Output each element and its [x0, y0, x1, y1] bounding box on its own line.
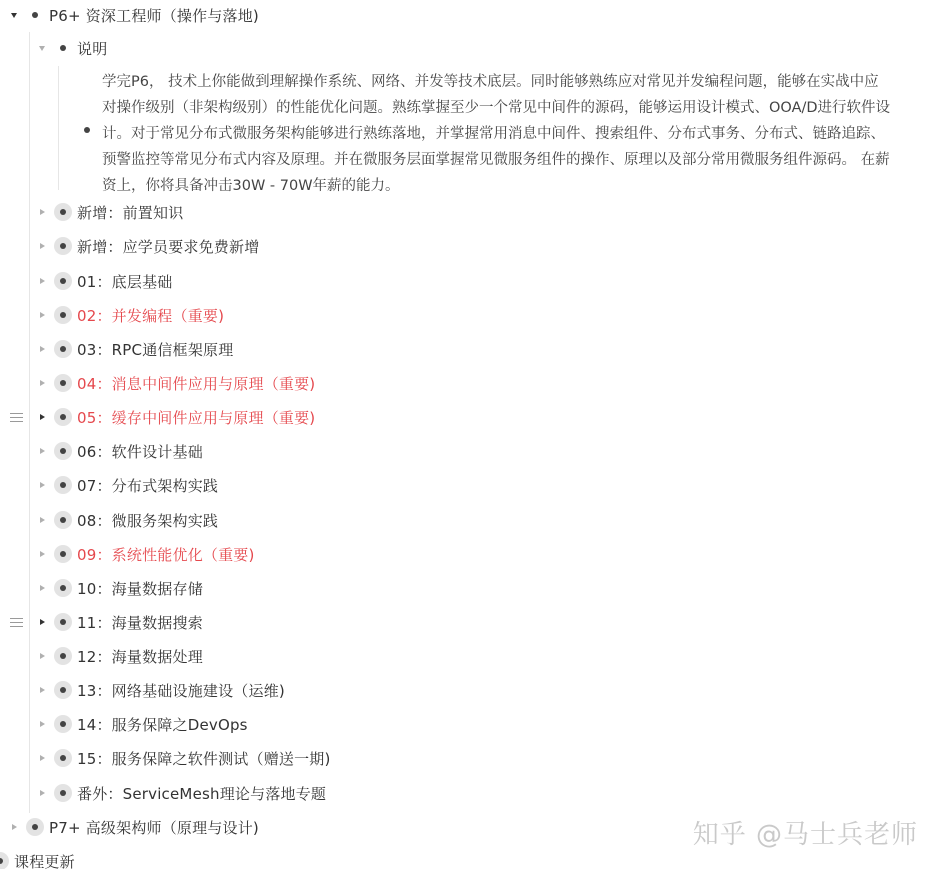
tree-node-14[interactable]	[36, 712, 248, 736]
node-label: 08：微服务架构实践	[77, 511, 219, 530]
tree-guide-root	[29, 32, 30, 813]
bullet-icon[interactable]	[0, 852, 9, 869]
bullet-icon[interactable]	[54, 374, 72, 392]
tree-node-13[interactable]	[36, 678, 285, 702]
tree-node-10[interactable]	[36, 576, 203, 600]
chevron-down-icon[interactable]	[8, 13, 20, 18]
tree-node-12[interactable]	[36, 644, 203, 668]
node-label: 03：RPC通信框架原理	[77, 340, 234, 359]
bullet-icon[interactable]	[54, 613, 72, 631]
bullet-icon[interactable]	[54, 408, 72, 426]
chevron-right-icon[interactable]	[36, 414, 48, 420]
bullet-icon[interactable]	[54, 476, 72, 494]
bullet-icon[interactable]	[54, 647, 72, 665]
node-label: 12：海量数据处理	[77, 647, 203, 666]
chevron-down-icon[interactable]	[36, 46, 48, 51]
node-label: 10：海量数据存储	[77, 579, 203, 598]
node-label: 14：服务保障之DevOps	[77, 715, 248, 734]
bullet-icon[interactable]	[54, 579, 72, 597]
bullet-icon[interactable]	[54, 681, 72, 699]
node-label: P7+ 高级架构师（原理与设计)	[49, 818, 259, 837]
node-label: 新增：前置知识	[77, 203, 184, 222]
node-label: 02：并发编程（重要)	[77, 306, 225, 325]
node-label: 15：服务保障之软件测试（赠送一期)	[77, 749, 331, 768]
chevron-right-icon[interactable]	[36, 243, 48, 249]
chevron-right-icon[interactable]	[36, 346, 48, 352]
bullet-icon[interactable]	[54, 545, 72, 563]
bullet-icon[interactable]	[54, 784, 72, 802]
tree-node-explain[interactable]	[36, 36, 107, 60]
node-label: 课程更新	[14, 852, 75, 869]
tree-node-p6[interactable]	[8, 3, 259, 27]
node-label: 07：分布式架构实践	[77, 476, 219, 495]
tree-node-06[interactable]	[36, 439, 203, 463]
chevron-right-icon[interactable]	[36, 755, 48, 761]
drag-handle-icon[interactable]	[10, 618, 23, 627]
watermark-text: 知乎 @马士兵老师	[692, 820, 918, 850]
tree-node-07[interactable]	[36, 473, 218, 497]
tree-node-free-added[interactable]	[36, 234, 259, 258]
chevron-right-icon[interactable]	[36, 721, 48, 727]
node-label: 新增：应学员要求免费新增	[77, 237, 260, 256]
node-label: 11：海量数据搜索	[77, 613, 203, 632]
chevron-right-icon[interactable]	[36, 517, 48, 523]
bullet-icon[interactable]	[54, 39, 72, 57]
chevron-right-icon[interactable]	[36, 653, 48, 659]
chevron-right-icon[interactable]	[36, 448, 48, 454]
bullet-icon[interactable]	[54, 715, 72, 733]
chevron-right-icon[interactable]	[36, 687, 48, 693]
chevron-right-icon[interactable]	[36, 380, 48, 386]
chevron-right-icon[interactable]	[36, 790, 48, 796]
bullet-icon[interactable]	[54, 749, 72, 767]
tree-node-course-update[interactable]	[0, 849, 75, 869]
node-label: 说明	[77, 39, 108, 58]
tree-node-11[interactable]	[36, 610, 203, 634]
bullet-icon[interactable]	[54, 237, 72, 255]
bullet-icon[interactable]	[26, 6, 44, 24]
tree-guide-explain	[58, 66, 59, 190]
tree-node-15[interactable]	[36, 746, 331, 770]
bullet-icon[interactable]	[54, 511, 72, 529]
bullet-icon[interactable]	[54, 272, 72, 290]
drag-handle-icon[interactable]	[10, 413, 23, 422]
bullet-icon[interactable]	[54, 442, 72, 460]
tree-node-03[interactable]	[36, 337, 233, 361]
tree-node-prereq[interactable]	[36, 200, 183, 224]
node-label: 09：系统性能优化（重要)	[77, 545, 255, 564]
bullet-icon[interactable]	[54, 306, 72, 324]
node-label: P6+ 资深工程师（操作与落地)	[49, 6, 259, 25]
tree-node-05[interactable]	[36, 405, 315, 429]
chevron-right-icon[interactable]	[8, 824, 20, 830]
tree-node-09[interactable]	[36, 542, 255, 566]
chevron-right-icon[interactable]	[36, 209, 48, 215]
chevron-right-icon[interactable]	[36, 619, 48, 625]
node-label: 06：软件设计基础	[77, 442, 203, 461]
node-label: 番外：ServiceMesh理论与落地专题	[77, 784, 327, 803]
bullet-icon[interactable]	[54, 340, 72, 358]
bullet-icon[interactable]	[26, 818, 44, 836]
node-label: 05：缓存中间件应用与原理（重要)	[77, 408, 316, 427]
chevron-right-icon[interactable]	[36, 585, 48, 591]
tree-node-servicemesh[interactable]	[36, 781, 326, 805]
node-label: 04：消息中间件应用与原理（重要)	[77, 374, 316, 393]
tree-node-02[interactable]	[36, 303, 224, 327]
chevron-right-icon[interactable]	[36, 551, 48, 557]
node-label: 13：网络基础设施建设（运维)	[77, 681, 285, 700]
bullet-icon[interactable]	[54, 203, 72, 221]
chevron-right-icon[interactable]	[36, 278, 48, 284]
bullet-icon[interactable]	[84, 127, 90, 133]
chevron-right-icon[interactable]	[36, 312, 48, 318]
tree-node-08[interactable]	[36, 508, 218, 532]
chevron-right-icon[interactable]	[36, 482, 48, 488]
explain-text: 学完P6， 技术上你能做到理解操作系统、网络、并发等技术底层。同时能够熟练应对常见并发编程问题，能够在实战中应对操作级别（非架构级别）的性能优化问题。熟练掌握至少一个常见中间件的源码，能够运用设计模式、OOA/D进行软件设计。对于常见分布式微服务架构能够进行熟练落地，并掌握常用消息中间件、搜索组件、分布式事务、分布式、链路追踪、预警监控等常见分布式内容及原理。并在微服务层面掌握常见微服务组件的操作、原理以及部分常用微服务组件源码。 在薪资上，你将具备冲击30W - 70W年薪的能力。	[102, 74, 891, 194]
tree-node-01[interactable]	[36, 269, 173, 293]
node-label: 01：底层基础	[77, 272, 173, 291]
tree-node-04[interactable]	[36, 371, 315, 395]
tree-node-p7[interactable]	[8, 815, 259, 839]
